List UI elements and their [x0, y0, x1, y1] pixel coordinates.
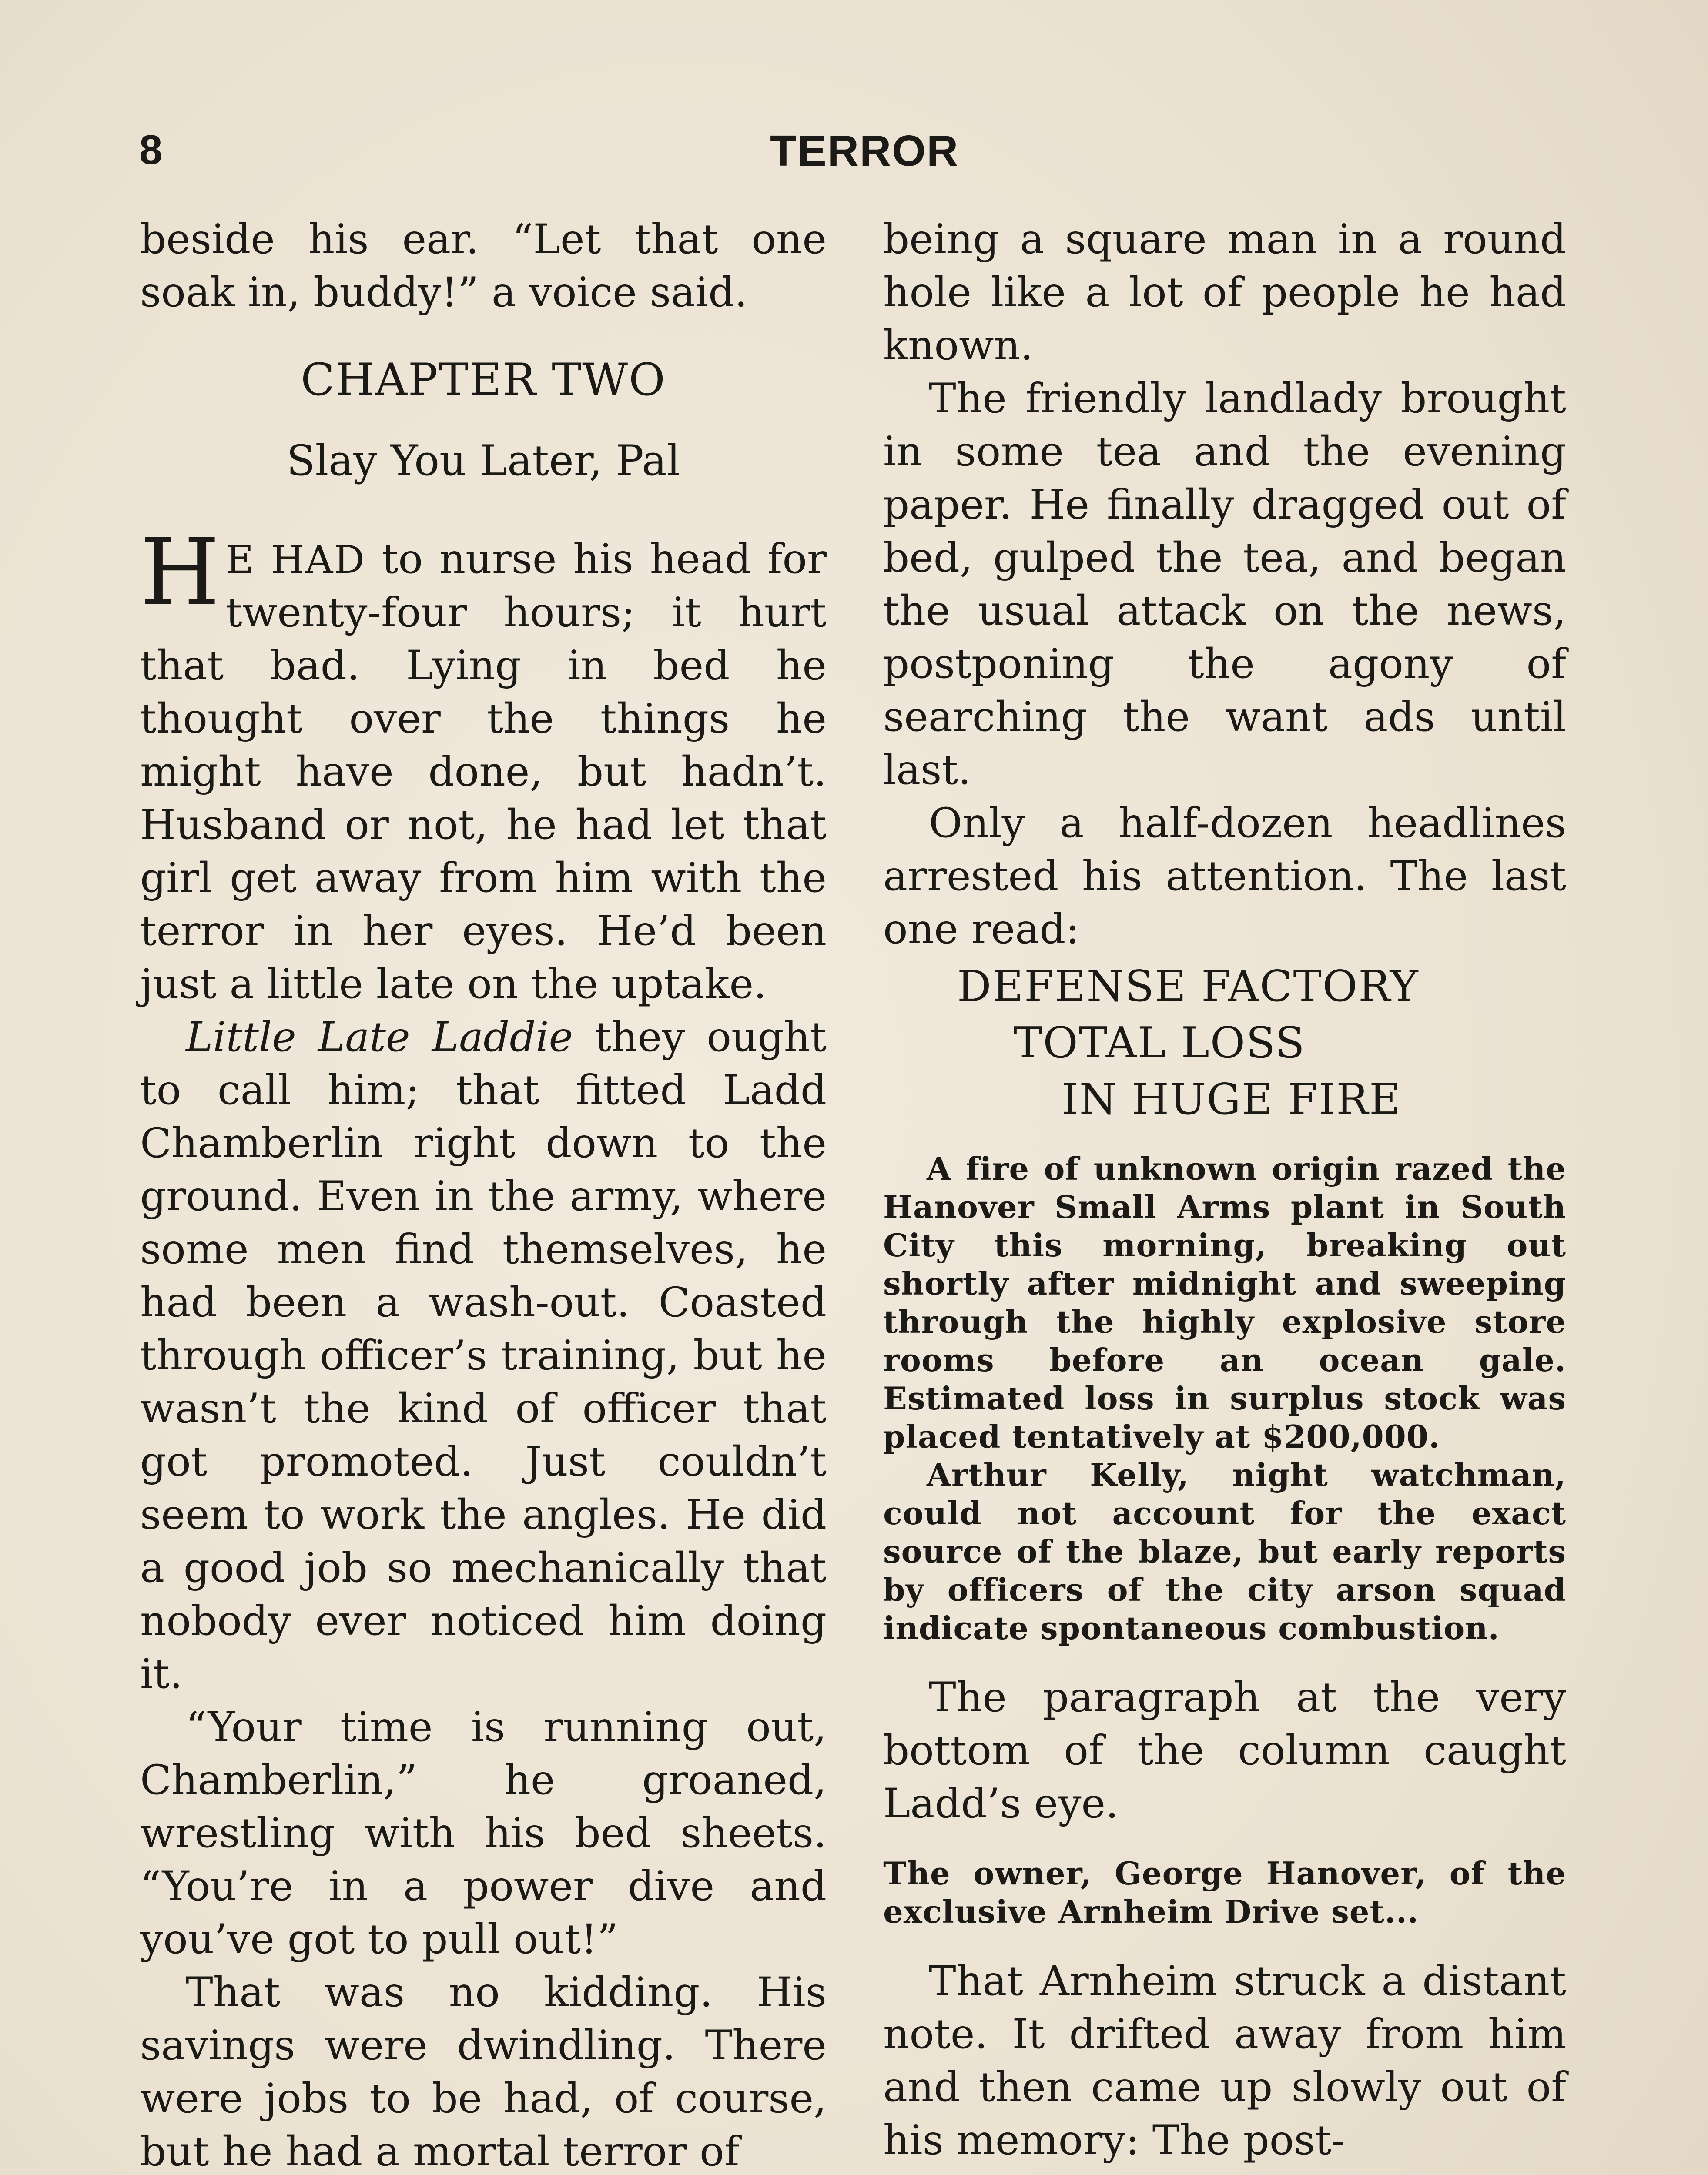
chapter-opening-paragraph: [140, 519, 827, 1011]
paragraph: That was no kidding. His savings were dwindling. There were jobs to be had, of course, but he had a mortal terror of: [140, 1969, 827, 2175]
page-number: 8: [139, 127, 163, 173]
paragraph-text: they ought to call him; that fitted Ladd Chamberlin right down to the ground. Even in the army, where some men find themselves, he had been a wash-out. Coasted through officer’s training, but he wasn’t the kind of officer that got promoted. Just couldn’t seem to work the angles. He did a good job so mechanically that nobody ever noticed him doing it.: [140, 1014, 827, 1698]
news-clipping-paragraph: Arthur Kelly, night watchman, could not account for the exact source of the blaze, but early reports by officers of the city arson squad indicate spontaneous combustion.: [883, 1456, 1566, 1646]
drop-cap: H: [140, 519, 220, 626]
paragraph: Only a half-dozen headlines arrested his attention. The last one read:: [883, 800, 1566, 953]
paragraph: [140, 1011, 827, 1701]
chapter-subtitle: Slay You Later, Pal: [286, 436, 680, 485]
news-clipping-paragraph: A fire of unknown origin razed the Hanover Small Arms plant in South City this morning, breaking out shortly after midnight and sweeping through the highly explosive store rooms before an ocean gale. Estimated loss in surplus stock was placed tentatively at $200,000.: [883, 1150, 1566, 1455]
opening-smallcaps: E HAD: [226, 537, 365, 582]
right-column: [883, 213, 1566, 2167]
headline-line: DEFENSE FACTORY: [957, 962, 1419, 1011]
left-column: [140, 213, 827, 2175]
paragraph: The paragraph at the very bottom of the column caught Ladd’s eye.: [883, 1674, 1566, 1827]
headline-line: IN HUGE FIRE: [1062, 1075, 1401, 1124]
page-header: [139, 126, 1575, 187]
paragraph: “Your time is running out, Chamberlin,” he groaned, wrestling with his bed sheets. “You’re in a power dive and you’ve got to pull out!”: [140, 1703, 827, 1963]
headline-line: TOTAL LOSS: [1014, 1018, 1306, 1068]
paragraph: The friendly landlady brought in some tea and the evening paper. He finally dragged out of bed, gulped the tea, and began the usual attack on the news, postponing the agony of searching the want ads until last.: [883, 375, 1566, 794]
paragraph-continued: beside his ear. “Let that one soak in, buddy!” a voice said.: [140, 216, 827, 316]
newspaper-headline: [883, 960, 1566, 1126]
paragraph: That Arnheim struck a distant note. It drifted away from him and then came up slowly out of his memory: The post-: [883, 1958, 1566, 2164]
chapter-title: CHAPTER TWO: [301, 354, 666, 406]
news-clipping-excerpt: The owner, George Hanover, of the exclusive Arnheim Drive set...: [883, 1855, 1566, 1930]
italic-phrase: Little Late Laddie: [186, 1014, 573, 1061]
opening-paragraph-text: to nurse his head for twenty-four hours; it hurt that bad. Lying in bed he thought over the things he might have done, but hadn’t. Husband or not, he had let that girl get away from him with the terror in her eyes. He’d been just a little late on the uptake.: [140, 535, 827, 1008]
paragraph-continued: being a square man in a round hole like a lot of people he had known.: [883, 216, 1566, 369]
running-title: TERROR: [770, 127, 959, 175]
